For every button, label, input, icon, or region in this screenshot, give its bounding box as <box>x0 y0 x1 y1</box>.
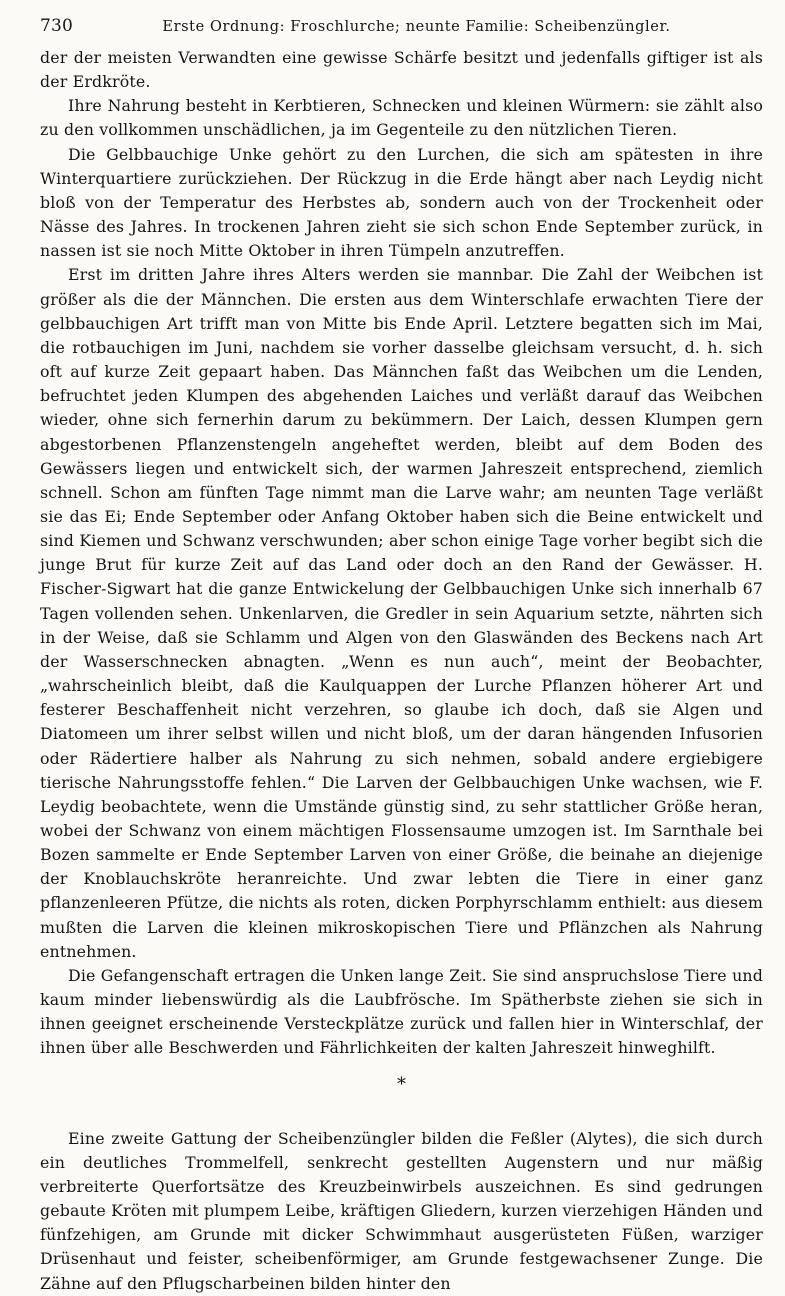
paragraph-winterquartier: Die Gelbbauchige Unke gehört zu den Lurchen, die sich am spätesten in ihre Winterquartiere zurückziehen. Der Rückzug in die Erde hängt aber nach Leydig nicht bloß von der Temperatur des Herbstes ab, sondern auch von der Trockenheit oder Nässe des Jahres. In trockenen Jahren zieht sie sich schon Ende September zurück, in nassen ist sie noch Mitte Oktober in ihren Tümpeln anzutreffen. <box>40 144 763 261</box>
section-separator: * <box>397 1073 406 1095</box>
paragraph-fortpflanzung: Erst im dritten Jahre ihres Alters werden sie mannbar. Die Zahl der Weibchen ist größer als die der Männchen. Die ersten aus dem Winterschlafe erwachten Tiere der gelbbauchigen Art trifft man von Mitte bis Ende April. Letztere begatten sich im Mai, die rotbauchigen im Juni, nachdem sie vorher dasselbe gleichsam versucht, d. h. sich oft auf kurze Zeit gepaart haben. Das Männchen faßt das Weibchen um die Lenden, befruchtet jeden Klumpen des abgehenden Laiches und verläßt darauf das Weibchen wieder, ohne sich fernerhin darum zu bekümmern. Der Laich, dessen Klumpen gern abgestorbenen Pflanzenstengeln angeheftet werden, bleibt auf dem Boden des Gewässers liegen und entwickelt sich, der warmen Jahreszeit entsprechend, ziemlich schnell. Schon am fünften Tage nimmt man die Larve wahr; am neunten Tage verläßt sie das Ei; Ende September oder Anfang Oktober haben sich die Beine entwickelt und sind Kiemen und Schwanz verschwunden; aber schon einige Tage vorher begibt sich die junge Brut für kurze Zeit auf das Land oder doch an den Rand der Gewässer. H. Fischer-Sigwart hat die ganze Entwickelung der Gelbbauchigen Unke sich innerhalb 67 Tagen vollenden sehen. Unkenlarven, die Gredler in sein Aquarium setzte, nährten sich in der Weise, daß sie Schlamm und Algen von den Glaswänden des Beckens nach Art der Wasserschnecken abnagten. „Wenn es nun auch“, meint der Beobachter, „wahrscheinlich bleibt, daß die Kaulquappen der Lurche Pflanzen höherer Art und festerer Beschaffenheit nicht verzehren, so glaube ich doch, daß sie Algen und Diatomeen um ihrer selbst willen und nicht bloß, um der daran hängenden Infusorien oder Rädertiere halber als Nahrung zu sich nehmen, sobald andere ergiebigere tierische Nahrungsstoffe fehlen.“ Die Larven der Gelbbauchigen Unke wachsen, wie F. Leydig beobachtete, wenn die Umstände günstig sind, zu sehr stattlicher Größe heran, wobei der Schwanz von einem mächtigen Flossensaume umzogen ist. Im Sarnthale bei Bozen sammelte er Ende September Larven von einer Größe, die beinahe an diejenige der Knoblauchskröte heranreichte. Und zwar lebten die Tiere in einer ganz pflanzenleeren Pfütze, die nichts als roten, dicken Porphyrschlamm enthielt: aus diesem mußten die Larven die kleinen mikroskopischen Tiere und Pflänzchen als Nahrung entnehmen. <box>40 265 763 961</box>
paragraph-gefangenschaft: Die Gefangenschaft ertragen die Unken lange Zeit. Sie sind anspruchslose Tiere und kaum minder liebenswürdig als die Laubfrösche. Im Spätherbste ziehen sie sich in ihnen geeignet erscheinende Versteckplätze zurück und fallen hier in Winterschlaf, der ihnen über alle Beschwerden und Fährlichkeiten der kalten Jahreszeit hinweghilft. <box>40 965 763 1058</box>
body-text <box>40 46 763 1061</box>
body-text-next-section <box>40 1127 763 1296</box>
paragraph-fessler: Eine zweite Gattung der Scheibenzüngler bilden die Feßler (Alytes), die sich durch ein deutliches Trommelfell, senkrecht gestellten Augenstern und nur mäßig verbreiterte Querfortsätze des Kreuzbeinwirbels auszeichnen. Es sind gedrungen gebaute Kröten mit plumpem Leibe, kräftigen Gliedern, kurzen vierzehigen Händen und fünfzehigen, am Grunde mit dicker Schwimmhaut ausgerüsteten Füßen, warziger Drüsenhaut und feister, scheibenförmiger, am Grunde festgewachsener Zunge. Die Zähne auf den Pflugscharbeinen bilden hinter den <box>40 1128 763 1293</box>
running-title: Erste Ordnung: Froschlurche; neunte Familie: Scheibenzüngler. <box>162 19 671 35</box>
page-number: 730 <box>40 16 74 36</box>
running-head <box>40 16 763 46</box>
paragraph-continuation: der der meisten Verwandten eine gewisse Schärfe besitzt und jedenfalls giftiger ist als der Erdkröte. <box>40 48 763 92</box>
paragraph-nahrung: Ihre Nahrung besteht in Kerbtieren, Schnecken und kleinen Würmern: sie zählt also zu den vollkommen unschädlichen, ja im Gegenteile zu den nützlichen Tieren. <box>40 96 763 140</box>
